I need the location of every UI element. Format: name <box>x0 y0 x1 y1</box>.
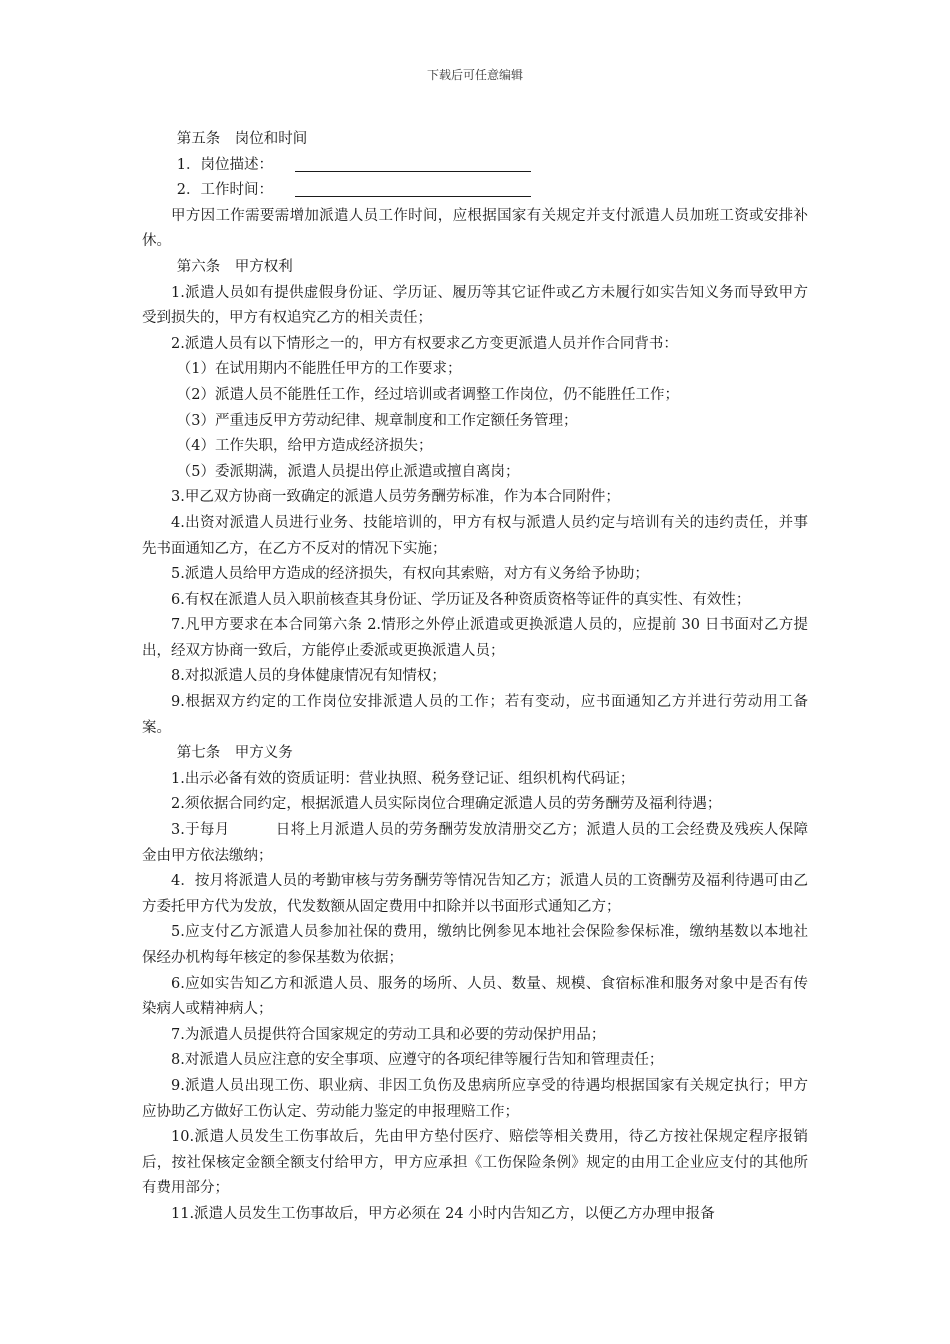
monthly-date-prefix: 3.于每月 <box>171 822 230 839</box>
article-7-item: 5.应支付乙方派遣人员参加社保的费用，缴纳比例参见本地社会保险参保标准，缴纳基数以本地社保经办机构每年核定的参保基数为依据； <box>142 924 808 966</box>
monthly-date-suffix: 日将上月派遣人员的劳务酬劳发放清册交乙方；派遣人员的工会经费及残疾人保障金由甲方依法缴纳； <box>142 822 808 864</box>
article-6-item: 1.派遣人员如有提供虚假身份证、学历证、履历等其它证件或乙方未履行如实告知义务而导致甲方受到损失的，甲方有权追究乙方的相关责任； <box>142 284 808 327</box>
article-6-subitem: （2）派遣人员不能胜任工作，经过培训或者调整工作岗位，仍不能胜任工作； <box>176 386 680 403</box>
article-5-title: 第五条 岗位和时间 <box>176 131 308 147</box>
article-5-item-2 <box>142 178 808 204</box>
article-6-item: 3.甲乙双方协商一致确定的派遣人员劳务酬劳标准，作为本合同附件； <box>171 489 620 506</box>
article-6-title: 第六条 甲方权利 <box>176 258 293 275</box>
document-body <box>142 127 808 1228</box>
job-description-blank <box>295 155 531 172</box>
article-6-subitem: （4）工作失职，给甲方造成经济损失； <box>176 438 433 455</box>
article-6-item: 4.出资对派遣人员进行业务、技能培训的，甲方有权与派遣人员约定与培训有关的违约责任，并事先书面通知乙方，在乙方不反对的情况下实施； <box>142 514 808 557</box>
article-7-item: 9.派遣人员出现工伤、职业病、非因工负伤及患病所应享受的待遇均根据国家有关规定执行；甲方应协助乙方做好工伤认定、劳动能力鉴定的申报理赔工作； <box>142 1077 808 1120</box>
article-5-item-1 <box>142 153 808 179</box>
work-time-blank <box>295 180 531 197</box>
article-6-subitem: （3）严重违反甲方劳动纪律、规章制度和工作定额任务管理； <box>176 412 578 429</box>
article-6-item: 9.根据双方约定的工作岗位安排派遣人员的工作；若有变动，应书面通知乙方并进行劳动用工备案。 <box>142 694 808 736</box>
article-7-item: 1.出示必备有效的资质证明：营业执照、税务登记证、组织机构代码证； <box>171 770 635 787</box>
article-5-paragraph: 甲方因工作需要需增加派遣人员工作时间，应根据国家有关规定并支付派遣人员加班工资或安排补休。 <box>142 207 808 250</box>
job-description-label: 1．岗位描述： <box>176 156 274 173</box>
article-7-item: 11.派遣人员发生工伤事故后，甲方必须在 24 小时内告知乙方，以便乙方办理申报备 <box>171 1205 715 1222</box>
work-time-label: 2．工作时间： <box>176 182 274 199</box>
article-6-subitem: （5）委派期满，派遣人员提出停止派遣或擅自离岗； <box>176 463 520 480</box>
article-6-item: 5.派遣人员给甲方造成的经济损失，有权向其索赔，对方有义务给予协助； <box>171 566 649 583</box>
article-6-item: 7.凡甲方要求在本合同第六条 2.情形之外停止派遣或更换派遣人员的，应提前 30 日书面对乙方提出，经双方协商一致后，方能停止委派或更换派遣人员； <box>142 617 808 659</box>
article-6-subitem: （1）在试用期内不能胜任甲方的工作要求； <box>176 361 462 378</box>
article-7-item: 8.对派遣人员应注意的安全事项、应遵守的各项纪律等履行告知和管理责任； <box>171 1052 664 1069</box>
article-7-item: 6.应如实告知乙方和派遣人员、服务的场所、人员、数量、规模、食宿标准和服务对象中是否有传染病人或精神病人； <box>142 975 808 1018</box>
article-6-item: 2.派遣人员有以下情形之一的，甲方有权要求乙方变更派遣人员并作合同背书： <box>171 335 678 352</box>
article-7-item: 10.派遣人员发生工伤事故后，先由甲方垫付医疗、赔偿等相关费用，待乙方按社保规定程序报销后，按社保核定金额全额支付给甲方，甲方应承担《工伤保险条例》规定的由用工企业应支付的其他所有费用部分； <box>142 1129 808 1197</box>
article-7-item-3 <box>142 818 808 869</box>
article-7-title: 第七条 甲方义务 <box>176 745 293 762</box>
article-7-item: 4．按月将派遣人员的考勤审核与劳务酬劳等情况告知乙方；派遣人员的工资酬劳及福利待遇可由乙方委托甲方代为发放，代发数额从固定费用中扣除并以书面形式通知乙方； <box>142 873 808 915</box>
article-7-item: 7.为派遣人员提供符合国家规定的劳动工具和必要的劳动保护用品； <box>171 1026 606 1043</box>
page-header-note: 下载后可任意编辑 <box>426 68 523 82</box>
article-6-item: 8.对拟派遣人员的身体健康情况有知情权； <box>171 668 446 685</box>
article-6-item: 6.有权在派遣人员入职前核查其身份证、学历证及各种资质资格等证件的真实性、有效性； <box>171 591 751 608</box>
article-7-item: 2.须依据合同约定，根据派遣人员实际岗位合理确定派遣人员的劳务酬劳及福利待遇； <box>171 796 722 813</box>
